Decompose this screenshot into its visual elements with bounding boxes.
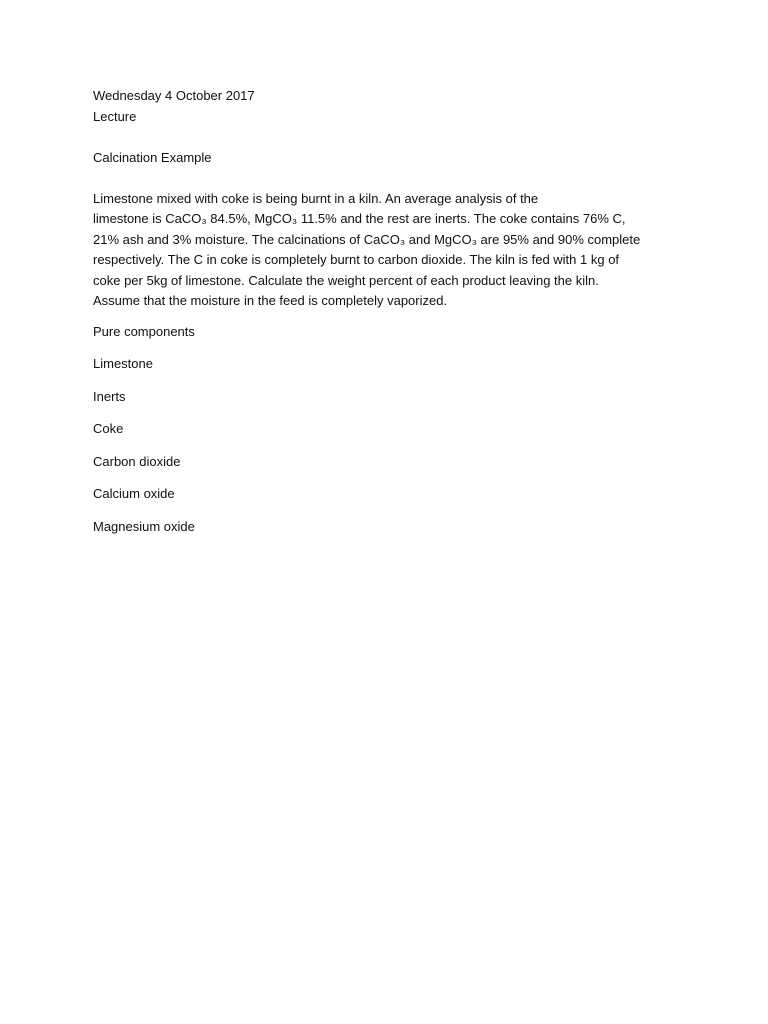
problem-line: limestone is CaCO₃ 84.5%, MgCO₃ 11.5% and the rest are inerts. The coke contains 76% C, [93, 211, 626, 226]
list-item: Inerts [93, 388, 126, 404]
problem-line: Assume that the moisture in the feed is completely vaporized. [93, 293, 448, 308]
list-item: Calcium oxide [93, 486, 175, 501]
problem-line: coke per 5kg of limestone. Calculate the weight percent of each product leaving the kiln. [93, 272, 599, 288]
problem-statement [93, 189, 683, 312]
document-page [93, 86, 683, 549]
components-list [93, 322, 683, 538]
date-line: Wednesday 4 October 2017 [93, 88, 255, 103]
problem-line: 21% ash and 3% moisture. The calcinations of CaCO₃ and MgCO₃ are 95% and 90% complete [93, 231, 641, 247]
document-title: Calcination Example [93, 149, 212, 165]
lecture-label: Lecture [93, 108, 137, 124]
problem-line: respectively. The C in coke is completely burnt to carbon dioxide. The kiln is fed with 1 kg of [93, 252, 620, 267]
components-heading: Pure components [93, 323, 195, 339]
list-item: Carbon dioxide [93, 453, 181, 469]
list-item: Coke [93, 421, 124, 436]
list-item: Limestone [93, 356, 153, 371]
list-item: Magnesium oxide [93, 518, 195, 534]
problem-line: Limestone mixed with coke is being burnt in a kiln. An average analysis of the [93, 190, 539, 206]
